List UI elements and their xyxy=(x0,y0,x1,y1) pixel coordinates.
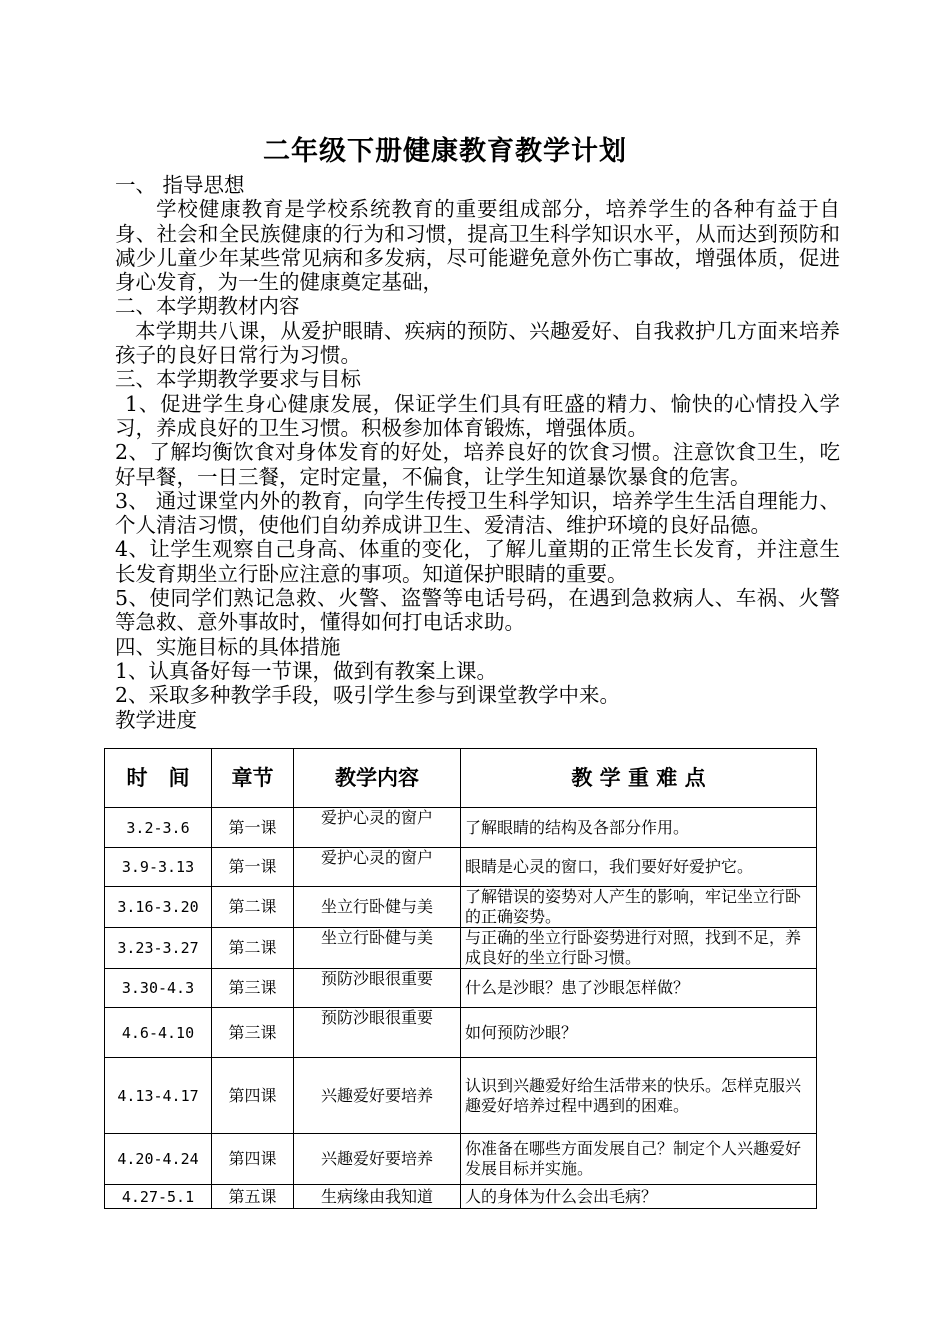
document-title: 二年级下册健康教育教学计划 xyxy=(263,136,627,167)
cell-time: 4.13-4.17 xyxy=(105,1058,212,1134)
cell-topic: 预防沙眼很重要 xyxy=(294,1008,461,1058)
table-row xyxy=(105,1058,817,1134)
cell-topic: 坐立行卧健与美 xyxy=(294,887,461,928)
table-header-row xyxy=(105,749,817,808)
table-row xyxy=(105,969,817,1008)
cell-key-point: 眼睛是心灵的窗口，我们要好好爱护它。 xyxy=(461,848,817,887)
cell-topic: 爱护心灵的窗户 xyxy=(294,808,461,848)
cell-chapter: 第三课 xyxy=(212,969,294,1008)
cell-time: 4.27-5.1 xyxy=(105,1185,212,1209)
cell-topic: 生病缘由我知道 xyxy=(294,1185,461,1209)
cell-topic: 预防沙眼很重要 xyxy=(294,969,461,1008)
cell-time: 3.30-4.3 xyxy=(105,969,212,1008)
cell-chapter: 第一课 xyxy=(212,808,294,848)
goal-item-5: 5、使同学们熟记急救、火警、盗警等电话号码，在遇到急救病人、车祸、火警等急救、意外事故时，懂得如何打电话求助。 xyxy=(115,586,840,635)
section-paragraph-1: 学校健康教育是学校系统教育的重要组成部分，培养学生的各种有益于自身、社会和全民族健康的行为和习惯，提高卫生科学知识水平，从而达到预防和减少儿童少年某些常见病和多发病，尽可能避免意外伤亡事故，增强体质，促进身心发育，为一生的健康奠定基础， xyxy=(115,197,840,295)
measure-item-1: 1、认真备好每一节课，做到有教案上课。 xyxy=(115,658,498,683)
cell-time: 3.16-3.20 xyxy=(105,887,212,928)
section-heading-1: 一、 指导思想 xyxy=(115,173,245,197)
measure-item-2: 2、采取多种教学手段，吸引学生参与到课堂教学中来。 xyxy=(115,683,621,708)
cell-topic: 兴趣爱好要培养 xyxy=(294,1134,461,1185)
goal-item-1: 1、促进学生身心健康发展，保证学生们具有旺盛的精力、愉快的心情投入学习，养成良好的卫生习惯。积极参加体育锻炼，增强体质。 xyxy=(115,391,840,440)
table-row xyxy=(105,1008,817,1058)
cell-key-point: 认识到兴趣爱好给生活带来的快乐。怎样克服兴趣爱好培养过程中遇到的困难。 xyxy=(461,1058,817,1134)
cell-topic: 兴趣爱好要培养 xyxy=(294,1058,461,1134)
cell-key-point: 了解眼睛的结构及各部分作用。 xyxy=(461,808,817,848)
cell-chapter: 第四课 xyxy=(212,1134,294,1185)
goal-item-4: 4、让学生观察自己身高、体重的变化，了解儿童期的正常生长发育，并注意生长发育期坐立行卧应注意的事项。知道保护眼睛的重要。 xyxy=(115,537,840,586)
cell-time: 4.6-4.10 xyxy=(105,1008,212,1058)
cell-chapter: 第二课 xyxy=(212,887,294,928)
table-row xyxy=(105,848,817,887)
cell-key-point: 与正确的坐立行卧姿势进行对照，找到不足，养成良好的坐立行卧习惯。 xyxy=(461,928,817,969)
cell-time: 3.23-3.27 xyxy=(105,928,212,969)
progress-label: 教学进度 xyxy=(115,707,197,732)
cell-topic: 坐立行卧健与美 xyxy=(294,928,461,969)
cell-topic: 爱护心灵的窗户 xyxy=(294,848,461,887)
cell-chapter: 第五课 xyxy=(212,1185,294,1209)
cell-time: 3.2-3.6 xyxy=(105,808,212,848)
cell-chapter: 第三课 xyxy=(212,1008,294,1058)
table-row xyxy=(105,1185,817,1209)
section-heading-2: 二、本学期教材内容 xyxy=(115,294,300,319)
header-content: 教学内容 xyxy=(294,749,461,808)
header-time: 时 间 xyxy=(105,749,212,808)
table-row xyxy=(105,1134,817,1185)
cell-chapter: 第二课 xyxy=(212,928,294,969)
cell-key-point: 什么是沙眼？患了沙眼怎样做？ xyxy=(461,969,817,1008)
cell-key-point: 人的身体为什么会出毛病？ xyxy=(461,1185,817,1209)
cell-chapter: 第一课 xyxy=(212,848,294,887)
cell-chapter: 第四课 xyxy=(212,1058,294,1134)
table-row xyxy=(105,928,817,969)
table-row xyxy=(105,887,817,928)
header-chapter: 章节 xyxy=(212,749,294,808)
cell-key-point: 如何预防沙眼？ xyxy=(461,1008,817,1058)
cell-time: 4.20-4.24 xyxy=(105,1134,212,1185)
section-heading-3: 三、本学期教学要求与目标 xyxy=(115,367,361,392)
cell-key-point: 你准备在哪些方面发展自己？制定个人兴趣爱好发展目标并实施。 xyxy=(461,1134,817,1185)
header-key-points: 教 学 重 难 点 xyxy=(461,749,817,808)
goal-item-3: 3、 通过课堂内外的教育，向学生传授卫生科学知识，培养学生生活自理能力、个人清洁习惯，使他们自幼养成讲卫生、爱清洁、维护环境的良好品德。 xyxy=(115,488,840,538)
cell-key-point: 了解错误的姿势对人产生的影响，牢记坐立行卧的正确姿势。 xyxy=(461,887,817,928)
cell-time: 3.9-3.13 xyxy=(105,848,212,887)
goal-item-2: 2、了解均衡饮食对身体发育的好处，培养良好的饮食习惯。注意饮食卫生，吃好早餐，一日三餐，定时定量，不偏食，让学生知道暴饮暴食的危害。 xyxy=(115,440,840,489)
table-row xyxy=(105,808,817,848)
document-body xyxy=(115,173,840,732)
schedule-table xyxy=(104,748,817,1209)
section-heading-4: 四、实施目标的具体措施 xyxy=(115,634,341,659)
section-paragraph-2: 本学期共八课，从爱护眼睛、疾病的预防、兴趣爱好、自我救护几方面来培养孩子的良好日常行为习惯。 xyxy=(115,318,840,368)
